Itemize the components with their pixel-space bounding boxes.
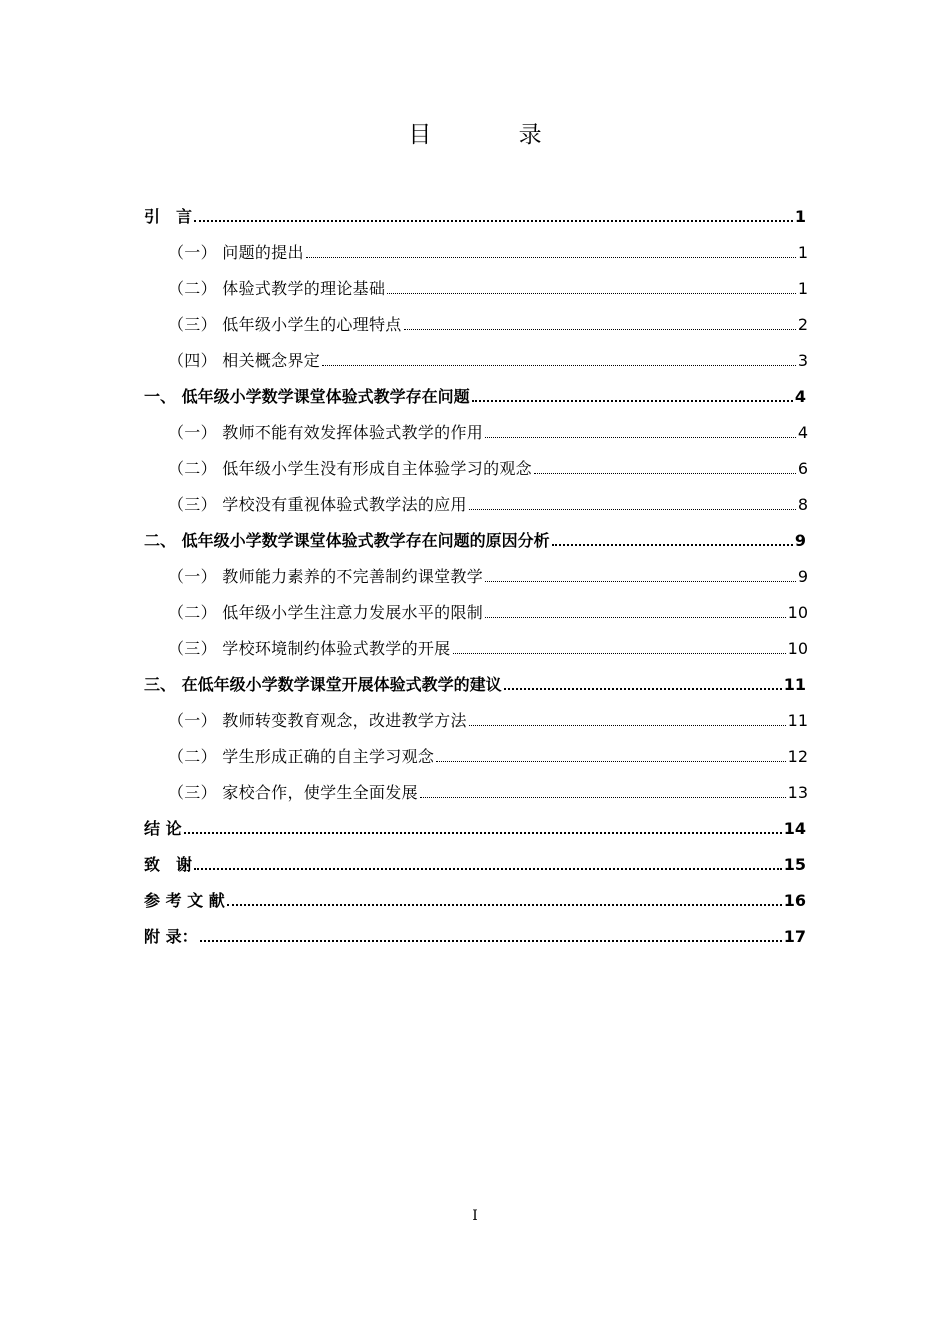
dot-leader — [453, 653, 786, 654]
toc-entry[interactable] — [144, 343, 806, 379]
dot-leader — [485, 581, 796, 582]
toc-entry[interactable] — [144, 739, 806, 775]
page-title: 目 录 — [408, 122, 582, 148]
dot-leader — [469, 725, 786, 726]
toc-entry[interactable] — [144, 307, 806, 343]
toc-entry-page: 2 — [797, 315, 808, 334]
toc-entry[interactable] — [144, 451, 806, 487]
toc-entry-label: （二） 学生形成正确的自主学习观念 — [168, 747, 435, 766]
toc-entry-label: （一） 教师不能有效发挥体验式教学的作用 — [168, 423, 484, 442]
toc-entry[interactable] — [144, 703, 806, 739]
toc-entry-page: 8 — [797, 495, 808, 514]
toc-entry[interactable] — [144, 811, 806, 847]
toc-entry-label: （一） 教师能力素养的不完善制约课堂教学 — [168, 567, 484, 586]
toc-entry-label: 附 录： — [144, 927, 198, 946]
toc-entry-page: 9 — [794, 531, 806, 550]
toc-entry-label: （四） 相关概念界定 — [168, 351, 321, 370]
toc-entry-label: （二） 低年级小学生注意力发展水平的限制 — [168, 603, 484, 622]
toc-entry[interactable] — [144, 271, 806, 307]
toc-entry-label: 致 谢 — [144, 855, 193, 874]
toc-entry[interactable] — [144, 919, 806, 955]
dot-leader — [306, 257, 796, 258]
toc-entry-page: 10 — [787, 639, 808, 658]
dot-leader — [387, 293, 796, 294]
toc-entry-page: 16 — [783, 891, 806, 910]
dot-leader — [420, 797, 786, 798]
toc-entry-label: （一） 问题的提出 — [168, 243, 304, 262]
dot-leader — [194, 220, 793, 222]
toc-entry-page: 9 — [797, 567, 808, 586]
toc-entry-label: 结 论 — [144, 819, 182, 838]
toc-entry-label: 三、 在低年级小学数学课堂开展体验式教学的建议 — [144, 675, 502, 694]
dot-leader — [485, 617, 786, 618]
dot-leader — [227, 904, 782, 906]
toc-entry-page: 10 — [787, 603, 808, 622]
dot-leader — [200, 940, 782, 942]
toc-entry[interactable] — [144, 631, 806, 667]
page-number: I — [472, 1208, 478, 1224]
toc-entry[interactable] — [144, 523, 806, 559]
toc-entry[interactable] — [144, 847, 806, 883]
toc-entry-page: 17 — [783, 927, 806, 946]
toc-entry[interactable] — [144, 199, 806, 235]
toc-entry-page: 14 — [783, 819, 806, 838]
toc-entry[interactable] — [144, 775, 806, 811]
toc-entry[interactable] — [144, 883, 806, 919]
toc-entry-page: 3 — [797, 351, 808, 370]
toc-entry[interactable] — [144, 667, 806, 703]
toc-entry[interactable] — [144, 235, 806, 271]
toc-entry-page: 11 — [783, 675, 806, 694]
dot-leader — [436, 761, 785, 762]
toc-entry[interactable] — [144, 379, 806, 415]
toc-entry-label: （一） 教师转变教育观念，改进教学方法 — [168, 711, 467, 730]
dot-leader — [485, 437, 796, 438]
dot-leader — [472, 400, 793, 402]
toc-entry-label: （三） 家校合作，使学生全面发展 — [168, 783, 418, 802]
dot-leader — [534, 473, 796, 474]
table-of-contents — [144, 199, 806, 955]
toc-entry-page: 11 — [787, 711, 808, 730]
toc-entry-label: （二） 低年级小学生没有形成自主体验学习的观念 — [168, 459, 532, 478]
toc-entry-label: （三） 学校环境制约体验式教学的开展 — [168, 639, 451, 658]
toc-entry-label: （三） 低年级小学生的心理特点 — [168, 315, 402, 334]
toc-entry-page: 1 — [794, 207, 806, 226]
dot-leader — [504, 688, 782, 690]
toc-entry-label: （二） 体验式教学的理论基础 — [168, 279, 386, 298]
toc-entry-page: 12 — [787, 747, 808, 766]
toc-entry-page: 1 — [797, 279, 808, 298]
dot-leader — [469, 509, 796, 510]
toc-entry-label: （三） 学校没有重视体验式教学法的应用 — [168, 495, 467, 514]
dot-leader — [194, 868, 782, 870]
dot-leader — [552, 544, 793, 546]
toc-entry-page: 4 — [794, 387, 806, 406]
toc-entry[interactable] — [144, 559, 806, 595]
toc-entry-page: 15 — [783, 855, 806, 874]
toc-entry-label: 一、 低年级小学数学课堂体验式教学存在问题 — [144, 387, 470, 406]
dot-leader — [404, 329, 796, 330]
toc-entry[interactable] — [144, 415, 806, 451]
toc-entry-label: 二、 低年级小学数学课堂体验式教学存在问题的原因分析 — [144, 531, 550, 550]
toc-entry-page: 13 — [787, 783, 808, 802]
dot-leader — [322, 365, 796, 366]
toc-entry[interactable] — [144, 595, 806, 631]
toc-entry-page: 1 — [797, 243, 808, 262]
toc-entry-label: 参 考 文 献 — [144, 891, 225, 910]
dot-leader — [184, 832, 782, 834]
toc-entry-page: 6 — [797, 459, 808, 478]
toc-entry[interactable] — [144, 487, 806, 523]
toc-entry-page: 4 — [797, 423, 808, 442]
toc-entry-label: 引 言 — [144, 207, 193, 226]
